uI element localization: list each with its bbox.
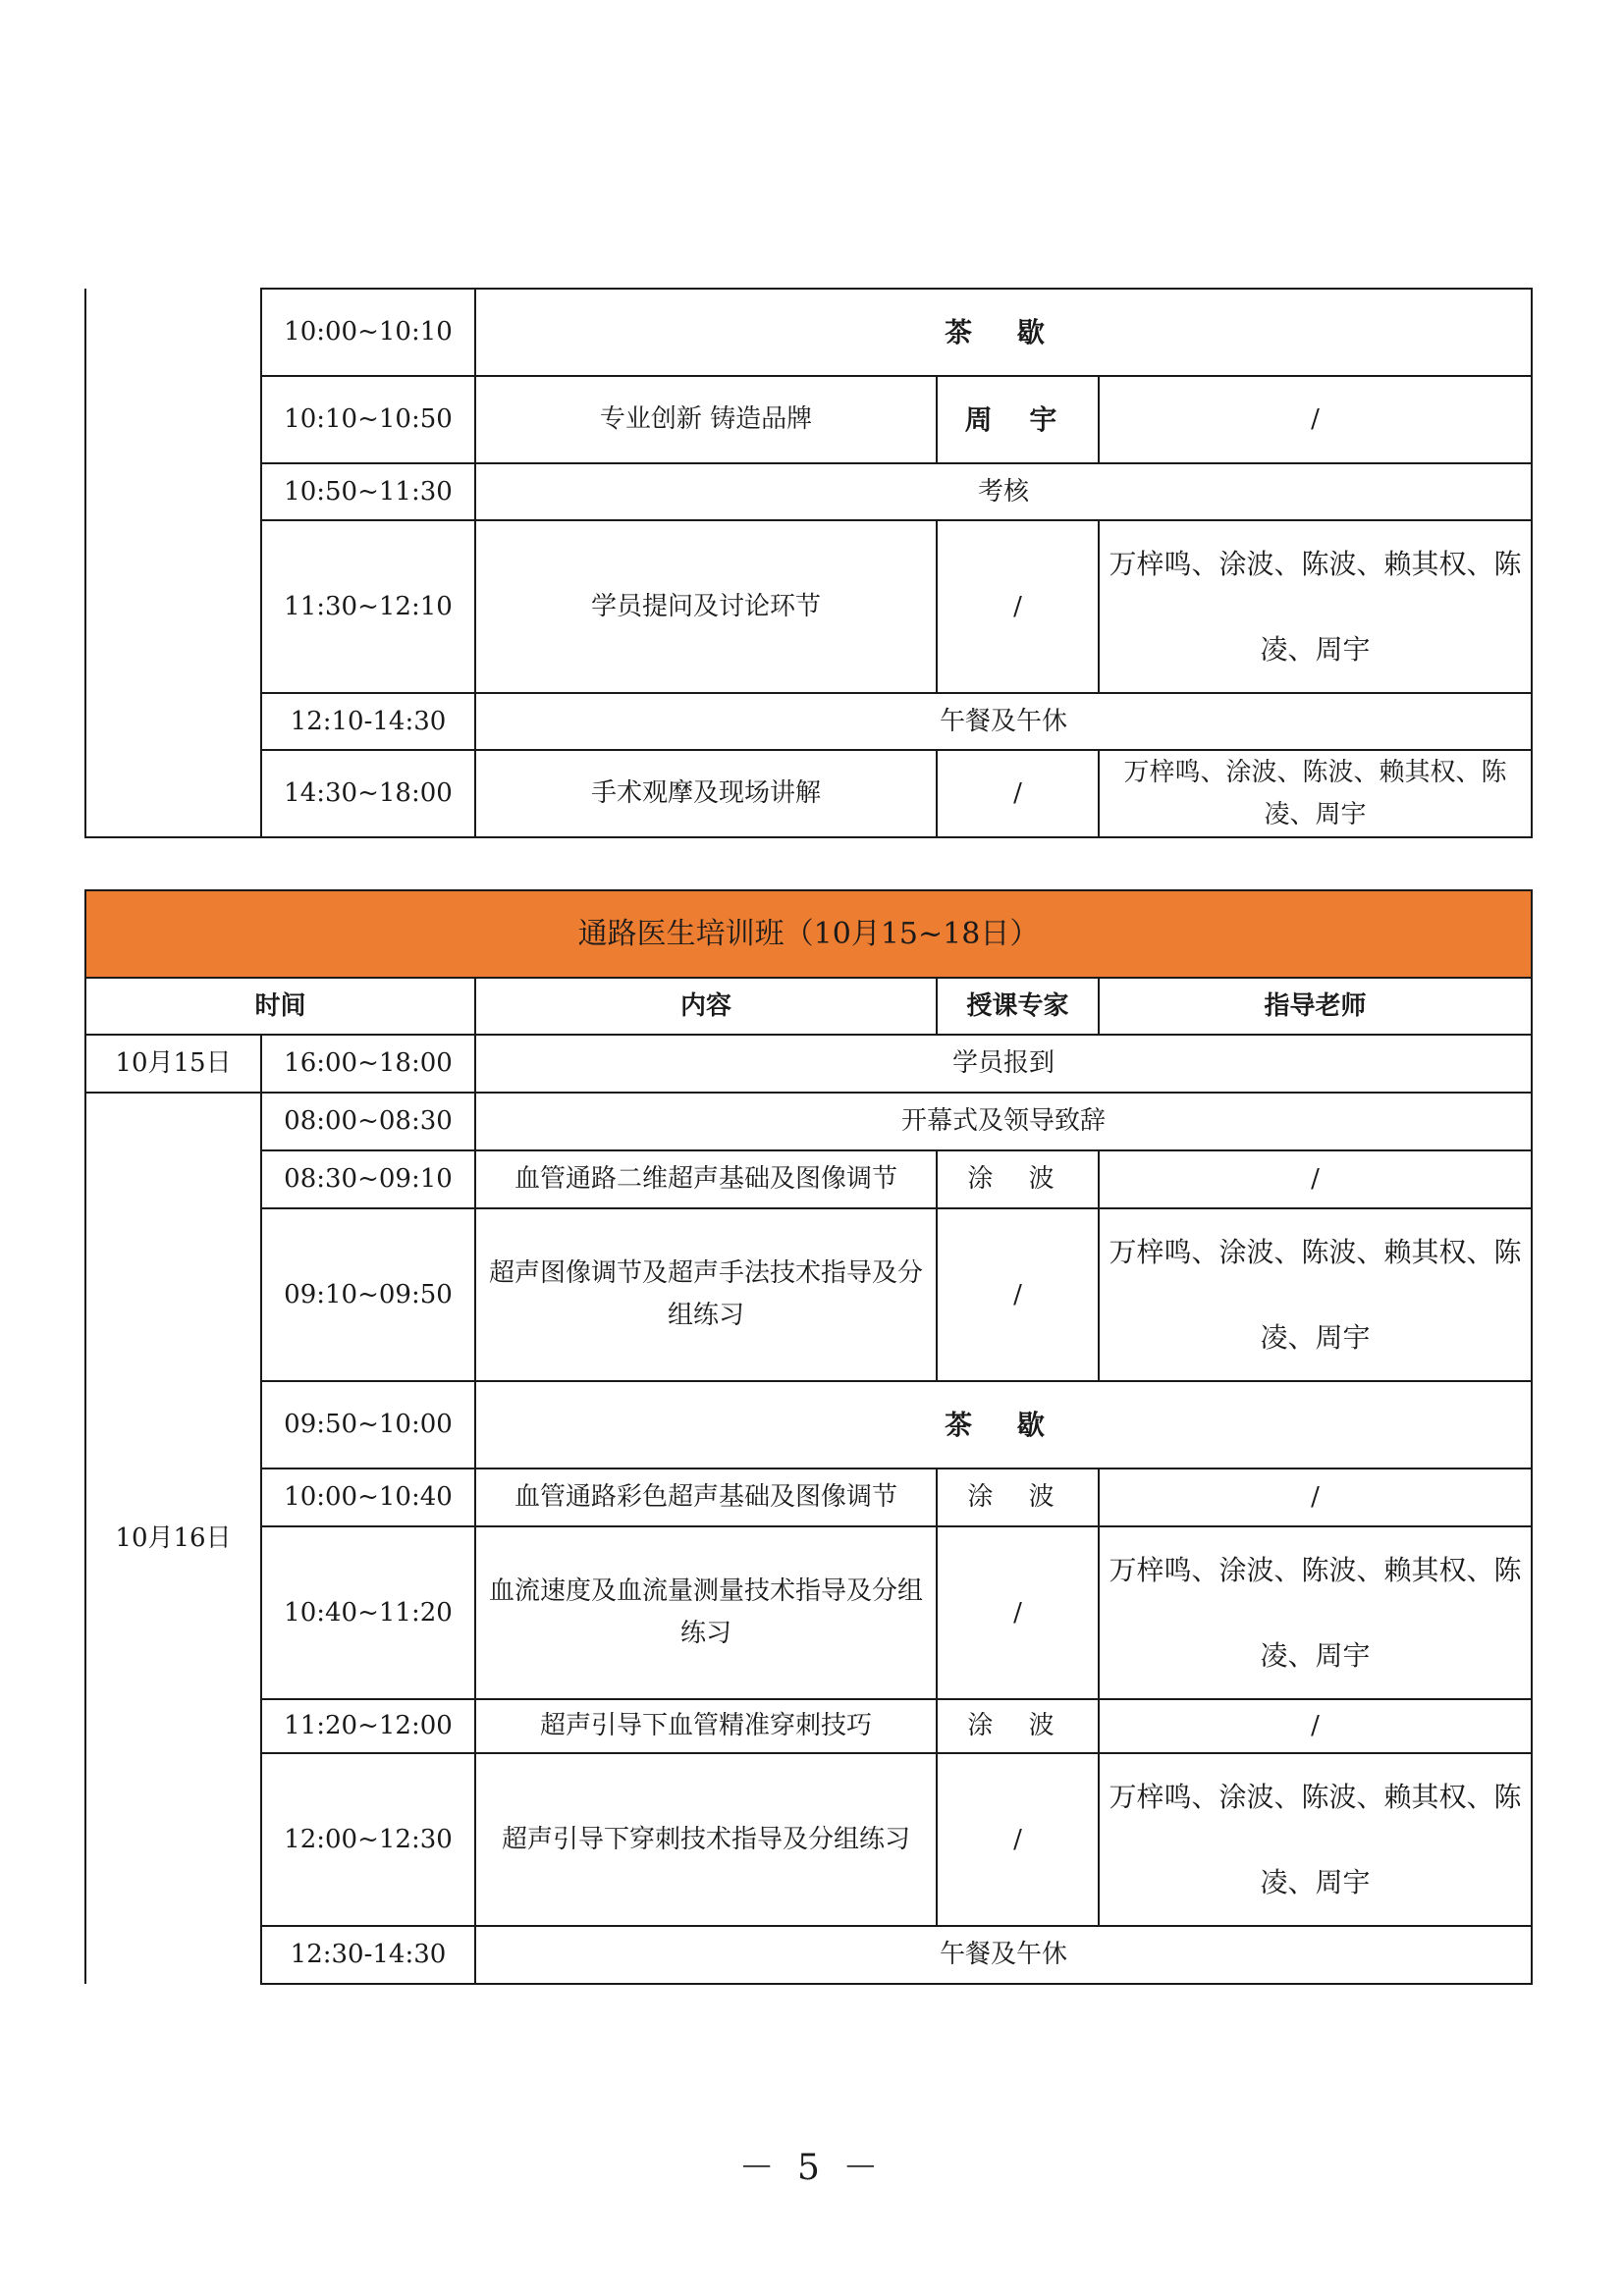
content-cell: 午餐及午休 [475, 693, 1532, 750]
table-row [85, 463, 1532, 520]
content-cell: 血流速度及血流量测量技术指导及分组练习 [475, 1526, 937, 1699]
tea-break-cell: 茶 歇 [475, 1381, 1532, 1468]
table-row [85, 289, 1532, 376]
expert-cell: / [937, 750, 1099, 837]
content-cell: 血管通路二维超声基础及图像调节 [475, 1150, 937, 1208]
tea-break-cell: 茶 歇 [475, 289, 1532, 376]
expert-cell: 涂 波 [937, 1699, 1099, 1753]
time-cell: 10:00~10:40 [261, 1468, 475, 1526]
time-cell: 08:00~08:30 [261, 1093, 475, 1150]
table-row [85, 1035, 1532, 1093]
date-cell-blank [85, 289, 261, 837]
table-row [85, 1526, 1532, 1699]
teacher-cell: / [1099, 1699, 1532, 1753]
table-row [85, 750, 1532, 837]
table-row [85, 1468, 1532, 1526]
content-cell: 手术观摩及现场讲解 [475, 750, 937, 837]
time-cell: 10:50~11:30 [261, 463, 475, 520]
date-cell: 10月16日 [85, 1093, 261, 1984]
time-cell: 11:20~12:00 [261, 1699, 475, 1753]
time-cell: 14:30~18:00 [261, 750, 475, 837]
teacher-cell: 万梓鸣、涂波、陈波、赖其权、陈凌、周宇 [1099, 750, 1532, 837]
content-cell: 开幕式及领导致辞 [475, 1093, 1532, 1150]
content-cell: 学员提问及讨论环节 [475, 520, 937, 693]
expert-cell: 涂 波 [937, 1150, 1099, 1208]
teacher-cell: / [1099, 1468, 1532, 1526]
table-title-row [85, 890, 1532, 978]
header-teacher: 指导老师 [1099, 978, 1532, 1035]
time-cell: 12:10-14:30 [261, 693, 475, 750]
content-cell: 午餐及午休 [475, 1926, 1532, 1984]
expert-cell: / [937, 1753, 1099, 1926]
teacher-cell: 万梓鸣、涂波、陈波、赖其权、陈凌、周宇 [1099, 1526, 1532, 1699]
header-expert: 授课专家 [937, 978, 1099, 1035]
schedule-table-continued [84, 288, 1533, 838]
date-cell: 10月15日 [85, 1035, 261, 1093]
content-cell: 专业创新 铸造品牌 [475, 376, 937, 463]
content-cell: 超声引导下穿刺技术指导及分组练习 [475, 1753, 937, 1926]
teacher-cell: 万梓鸣、涂波、陈波、赖其权、陈凌、周宇 [1099, 1753, 1532, 1926]
expert-cell: / [937, 1208, 1099, 1381]
table-row [85, 1926, 1532, 1984]
table-header-row [85, 978, 1532, 1035]
table-row [85, 1699, 1532, 1753]
time-cell: 11:30~12:10 [261, 520, 475, 693]
expert-cell: / [937, 1526, 1099, 1699]
time-cell: 16:00~18:00 [261, 1035, 475, 1093]
teacher-cell: 万梓鸣、涂波、陈波、赖其权、陈凌、周宇 [1099, 520, 1532, 693]
teacher-cell: / [1099, 1150, 1532, 1208]
time-cell: 12:30-14:30 [261, 1926, 475, 1984]
table-row [85, 376, 1532, 463]
time-cell: 09:50~10:00 [261, 1381, 475, 1468]
time-cell: 08:30~09:10 [261, 1150, 475, 1208]
table-title: 通路医生培训班（10月15~18日） [85, 890, 1532, 978]
table-row [85, 520, 1532, 693]
time-cell: 10:10~10:50 [261, 376, 475, 463]
expert-cell: 周 宇 [937, 376, 1099, 463]
table-row [85, 1381, 1532, 1468]
expert-cell: / [937, 520, 1099, 693]
table-row [85, 1208, 1532, 1381]
training-schedule-table [84, 889, 1533, 1985]
time-cell: 09:10~09:50 [261, 1208, 475, 1381]
header-time: 时间 [85, 978, 475, 1035]
page-number: － 5 － [738, 2148, 885, 2188]
content-cell: 血管通路彩色超声基础及图像调节 [475, 1468, 937, 1526]
table-row [85, 693, 1532, 750]
time-cell: 10:00~10:10 [261, 289, 475, 376]
content-cell: 超声引导下血管精准穿刺技巧 [475, 1699, 937, 1753]
teacher-cell: 万梓鸣、涂波、陈波、赖其权、陈凌、周宇 [1099, 1208, 1532, 1381]
time-cell: 10:40~11:20 [261, 1526, 475, 1699]
expert-cell: 涂 波 [937, 1468, 1099, 1526]
content-cell: 考核 [475, 463, 1532, 520]
header-content: 内容 [475, 978, 937, 1035]
time-cell: 12:00~12:30 [261, 1753, 475, 1926]
table-row [85, 1150, 1532, 1208]
table-row [85, 1093, 1532, 1150]
table-row [85, 1753, 1532, 1926]
teacher-cell: / [1099, 376, 1532, 463]
content-cell: 学员报到 [475, 1035, 1532, 1093]
content-cell: 超声图像调节及超声手法技术指导及分组练习 [475, 1208, 937, 1381]
